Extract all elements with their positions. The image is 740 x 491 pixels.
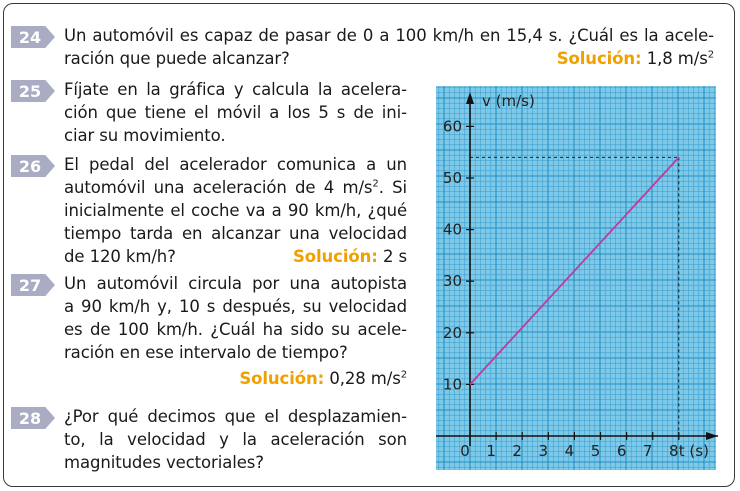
- problem-24-line-1: Un automóvil es capaz de pasar de 0 a 100 km/h en 15,4 s. ¿Cuál es la acele-: [64, 26, 714, 45]
- x-tick-label: 6: [616, 442, 627, 460]
- x-tick-label: 8: [669, 442, 679, 460]
- graph-grid-background: [436, 86, 716, 470]
- x-tick-label: 3: [538, 442, 549, 460]
- x-tick-label: 2: [512, 442, 522, 460]
- x-tick-label: 5: [590, 442, 601, 460]
- problem-26-text: El pedal del acelerador comunica a un automóvil una aceleración de 4 $m/s^2$. Si inicialmente el coche va a 90 km/h, ¿qué tiempo tarda en alcanzar una velocidad de 120 km/h? Solución: 2 s: [64, 155, 407, 266]
- y-tick-label: 30: [442, 272, 462, 291]
- problem-28-text: ¿Por qué decimos que el desplazamien- to, la velocidad y la aceleración son magnitudes vectoriales?: [64, 407, 407, 472]
- y-tick-label: 40: [442, 220, 462, 239]
- y-tick-label: 20: [442, 323, 462, 342]
- velocity-time-graph: [436, 86, 726, 470]
- problem-number-25: 25: [11, 80, 55, 102]
- y-tick-label: 10: [442, 375, 462, 394]
- problem-number-27: 27: [11, 274, 55, 296]
- problem-25-text: Fíjate en la gráfica y calcula la acelera- ción que tiene el móvil a los 5 s de ini- ciar su movimiento.: [64, 80, 407, 145]
- problem-27-text: Un automóvil circula por una autopista a 90 km/h y, 10 s después, su velocidad es de 100 km/h. ¿Cuál ha sido su acele- ración en ese intervalo de tiempo? Solución: 0,28 $m/s^2$: [64, 274, 407, 388]
- problem-24-solution: Solución: 1,8 $m/s^2$: [556, 49, 714, 68]
- x-tick-label: 0: [460, 442, 470, 460]
- y-tick-label: 50: [442, 169, 462, 187]
- problem-24-text: [64, 24, 714, 70]
- y-axis-label: v (m/s): [482, 92, 535, 110]
- x-tick-label: 1: [486, 442, 496, 460]
- problem-number-26: 26: [11, 155, 55, 177]
- problem-26-solution: Solución: 2 s: [292, 247, 407, 266]
- x-tick-label: 7: [642, 442, 653, 460]
- x-tick-label: 4: [564, 442, 575, 460]
- problem-27-solution: Solución: 0,28 $m/s^2$: [239, 369, 407, 388]
- y-tick-label: 60: [442, 117, 462, 136]
- problem-24-line-2: ración que puede alcanzar? Solución: 1,8 $m/s^2$: [64, 49, 714, 68]
- problem-number-24: 24: [11, 26, 55, 48]
- x-axis-label: t (s): [678, 442, 709, 460]
- problem-number-28: 28: [11, 407, 55, 429]
